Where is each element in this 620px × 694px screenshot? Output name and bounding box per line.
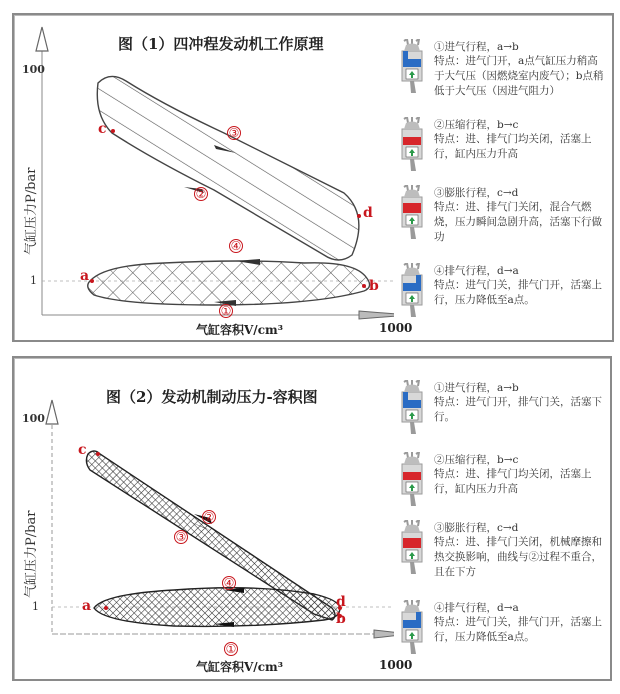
y-axis-label: 气缸压力P/bar	[24, 167, 39, 255]
piston-compression-icon	[398, 117, 426, 171]
point-c: c	[78, 442, 87, 458]
stroke-desc: 特点：进气门开，排气门关，活塞下行。	[434, 396, 602, 423]
piston-exhaust-icon	[398, 263, 426, 317]
y-axis-label: 气缸压力P/bar	[24, 510, 39, 598]
intake-exhaust-loop	[94, 588, 340, 627]
marker-2: ②	[203, 510, 215, 524]
stroke-head: ④排气行程，d→a	[434, 265, 519, 277]
stroke-desc: 特点：进、排气门均关闭，活塞上行，缸内压力升高	[434, 468, 592, 495]
stroke-head: ②压缩行程，b→c	[434, 119, 519, 131]
panel-title: 图（1）四冲程发动机工作原理	[118, 35, 324, 53]
y-tick-1: 1	[32, 600, 39, 613]
x-axis-label: 气缸容积V/cm³	[196, 323, 283, 337]
piston-expansion-icon	[398, 520, 426, 574]
point-b: b	[369, 278, 379, 294]
x-axis-label: 气缸容积V/cm³	[196, 660, 283, 674]
x-tick-1000: 1000	[379, 321, 413, 335]
stroke-head: ②压缩行程，b→c	[434, 454, 519, 466]
marker-3: ③	[175, 530, 187, 544]
stroke-head: ①进气行程，a→b	[434, 382, 519, 394]
point-a: a	[80, 268, 90, 284]
panel-four-stroke-diagram	[12, 13, 614, 342]
panel-engine-brake-diagram	[12, 356, 612, 681]
marker-3: ③	[228, 126, 240, 140]
x-axis-arrow-icon	[359, 311, 394, 319]
stroke-desc: 特点：进气门关，排气门开，活塞上行，压力降低至a点。	[434, 279, 602, 306]
marker-2: ②	[195, 187, 207, 201]
y-axis-arrow-icon	[46, 400, 58, 424]
stroke-desc: 特点：进、排气门关闭，机械摩擦和热交换影响，曲线与②过程不重合，且在下方	[434, 536, 602, 578]
marker-1: ①	[220, 304, 232, 318]
stroke-desc: 特点：进气门关，排气门开，活塞上行，压力降低至a点。	[434, 616, 602, 643]
piston-intake-icon	[398, 39, 426, 93]
stroke-head: ④排气行程，d→a	[434, 602, 519, 614]
point-d: d	[336, 594, 346, 610]
point-d: d	[363, 205, 373, 221]
stroke-desc: 特点：进、排气门均关闭，活塞上行，缸内压力升高	[434, 133, 592, 160]
point-c: c	[98, 121, 107, 137]
y-tick-1: 1	[30, 274, 37, 287]
y-axis-arrow-icon	[36, 27, 48, 51]
stroke-head: ①进气行程，a→b	[434, 41, 519, 53]
stroke-desc: 特点：进气门开，a点气缸压力稍高于大气压（因燃烧室内废气）；b点稍低于大气压（因进气阻力）	[434, 55, 604, 97]
piston-expansion-icon	[398, 185, 426, 239]
x-tick-1000: 1000	[379, 658, 413, 672]
stroke-head: ③膨胀行程，c→d	[434, 522, 519, 534]
piston-exhaust-icon	[398, 600, 426, 654]
marker-4: ④	[230, 239, 242, 253]
x-axis-arrow-icon	[374, 630, 394, 638]
point-b: b	[336, 611, 346, 627]
marker-1: ①	[225, 642, 237, 656]
piston-intake-icon	[398, 380, 426, 434]
stroke-head: ③膨胀行程，c→d	[434, 187, 519, 199]
y-tick-100: 100	[22, 412, 45, 425]
point-a: a	[82, 598, 92, 614]
pv-chart	[14, 15, 394, 340]
marker-4: ④	[223, 576, 235, 590]
piston-compression-icon	[398, 452, 426, 506]
stroke-desc: 特点：进、排气门关闭，混合气燃烧，压力瞬间急剧升高，活塞下行做功	[434, 201, 602, 243]
panel-title: 图（2）发动机制动压力-容积图	[106, 388, 318, 406]
expansion-compression-loop	[97, 76, 359, 260]
y-tick-100: 100	[22, 63, 45, 76]
intake-exhaust-loop	[88, 261, 370, 305]
